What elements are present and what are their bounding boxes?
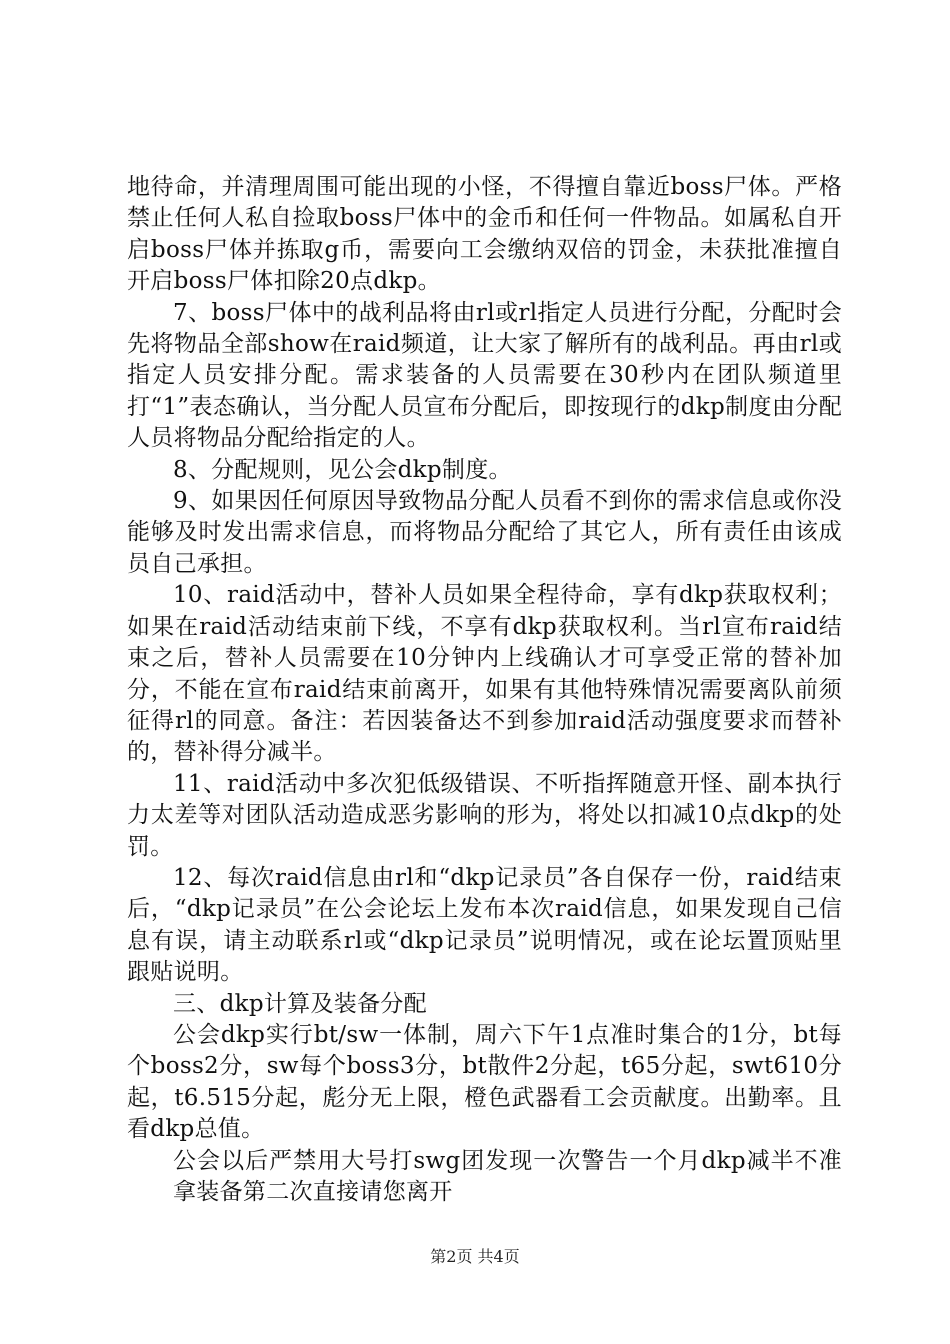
paragraph-boss-corpse-rules: 地待命，并清理周围可能出现的小怪，不得擅自靠近boss尸体。严格禁止任何人私自捡取boss尸体中的金币和任何一件物品。如属私自开启boss尸体并拣取g币，需要向工会缴纳双倍的罚金，未获批准擅自开启boss尸体扣除20点dkp。 bbox=[127, 174, 842, 295]
document-body bbox=[127, 172, 842, 1208]
paragraph-rule-12: 12、每次raid信息由rl和“dkp记录员”各自保存一份，raid结束后，“dkp记录员”在公会论坛上发布本次raid信息，如果发现自己信息有误，请主动联系rl或“dkp记录员”说明情况，或在论坛置顶贴里跟贴说明。 bbox=[127, 864, 842, 986]
paragraph-rule-8: 8、分配规则，见公会dkp制度。 bbox=[173, 456, 512, 483]
page-number-footer: 第2页 共4页 bbox=[430, 1247, 520, 1266]
paragraph-rule-9: 9、如果因任何原因导致物品分配人员看不到你的需求信息或你没能够及时发出需求信息，而将物品分配给了其它人，所有责任由该成员自己承担。 bbox=[127, 488, 842, 577]
paragraph-rule-11: 11、raid活动中多次犯低级错误、不听指挥随意开怪、副本执行力太差等对团队活动造成恶劣影响的形为，将处以扣减10点dkp的处罚。 bbox=[127, 770, 842, 860]
paragraph-rule-10: 10、raid活动中，替补人员如果全程待命，享有dkp获取权利；如果在raid活动结束前下线，不享有dkp获取权利。当rl宣布raid结束之后，替补人员需要在10分钟内上线确认才可享受正常的替补加分，不能在宣布raid结束前离开，如果有其他特殊情况需要离队前须征得rl的同意。备注：若因装备达不到参加raid活动强度要求而替补的，替补得分减半。 bbox=[127, 582, 842, 766]
paragraph-swg-warning: 公会以后严禁用大号打swg团发现一次警告一个月dkp减半不准拿装备第二次直接请您离开 bbox=[173, 1147, 842, 1205]
paragraph-dkp-scoring: 公会dkp实行bt/sw一体制，周六下午1点准时集合的1分，bt每个boss2分，sw每个boss3分，bt散件2分起，t65分起，swt610分起，t6.515分起，彪分无上限，橙色武器看工会贡献度。出勤率。且看dkp总值。 bbox=[127, 1021, 842, 1143]
paragraph-rule-7: 7、boss尸体中的战利品将由rl或rl指定人员进行分配，分配时会先将物品全部show在raid频道，让大家了解所有的战利品。再由rl或指定人员安排分配。需求装备的人员需要在30秒内在团队频道里打“1”表态确认，当分配人员宣布分配后，即按现行的dkp制度由分配人员将物品分配给指定的人。 bbox=[127, 299, 842, 452]
section-heading-dkp: 三、dkp计算及装备分配 bbox=[173, 990, 427, 1017]
